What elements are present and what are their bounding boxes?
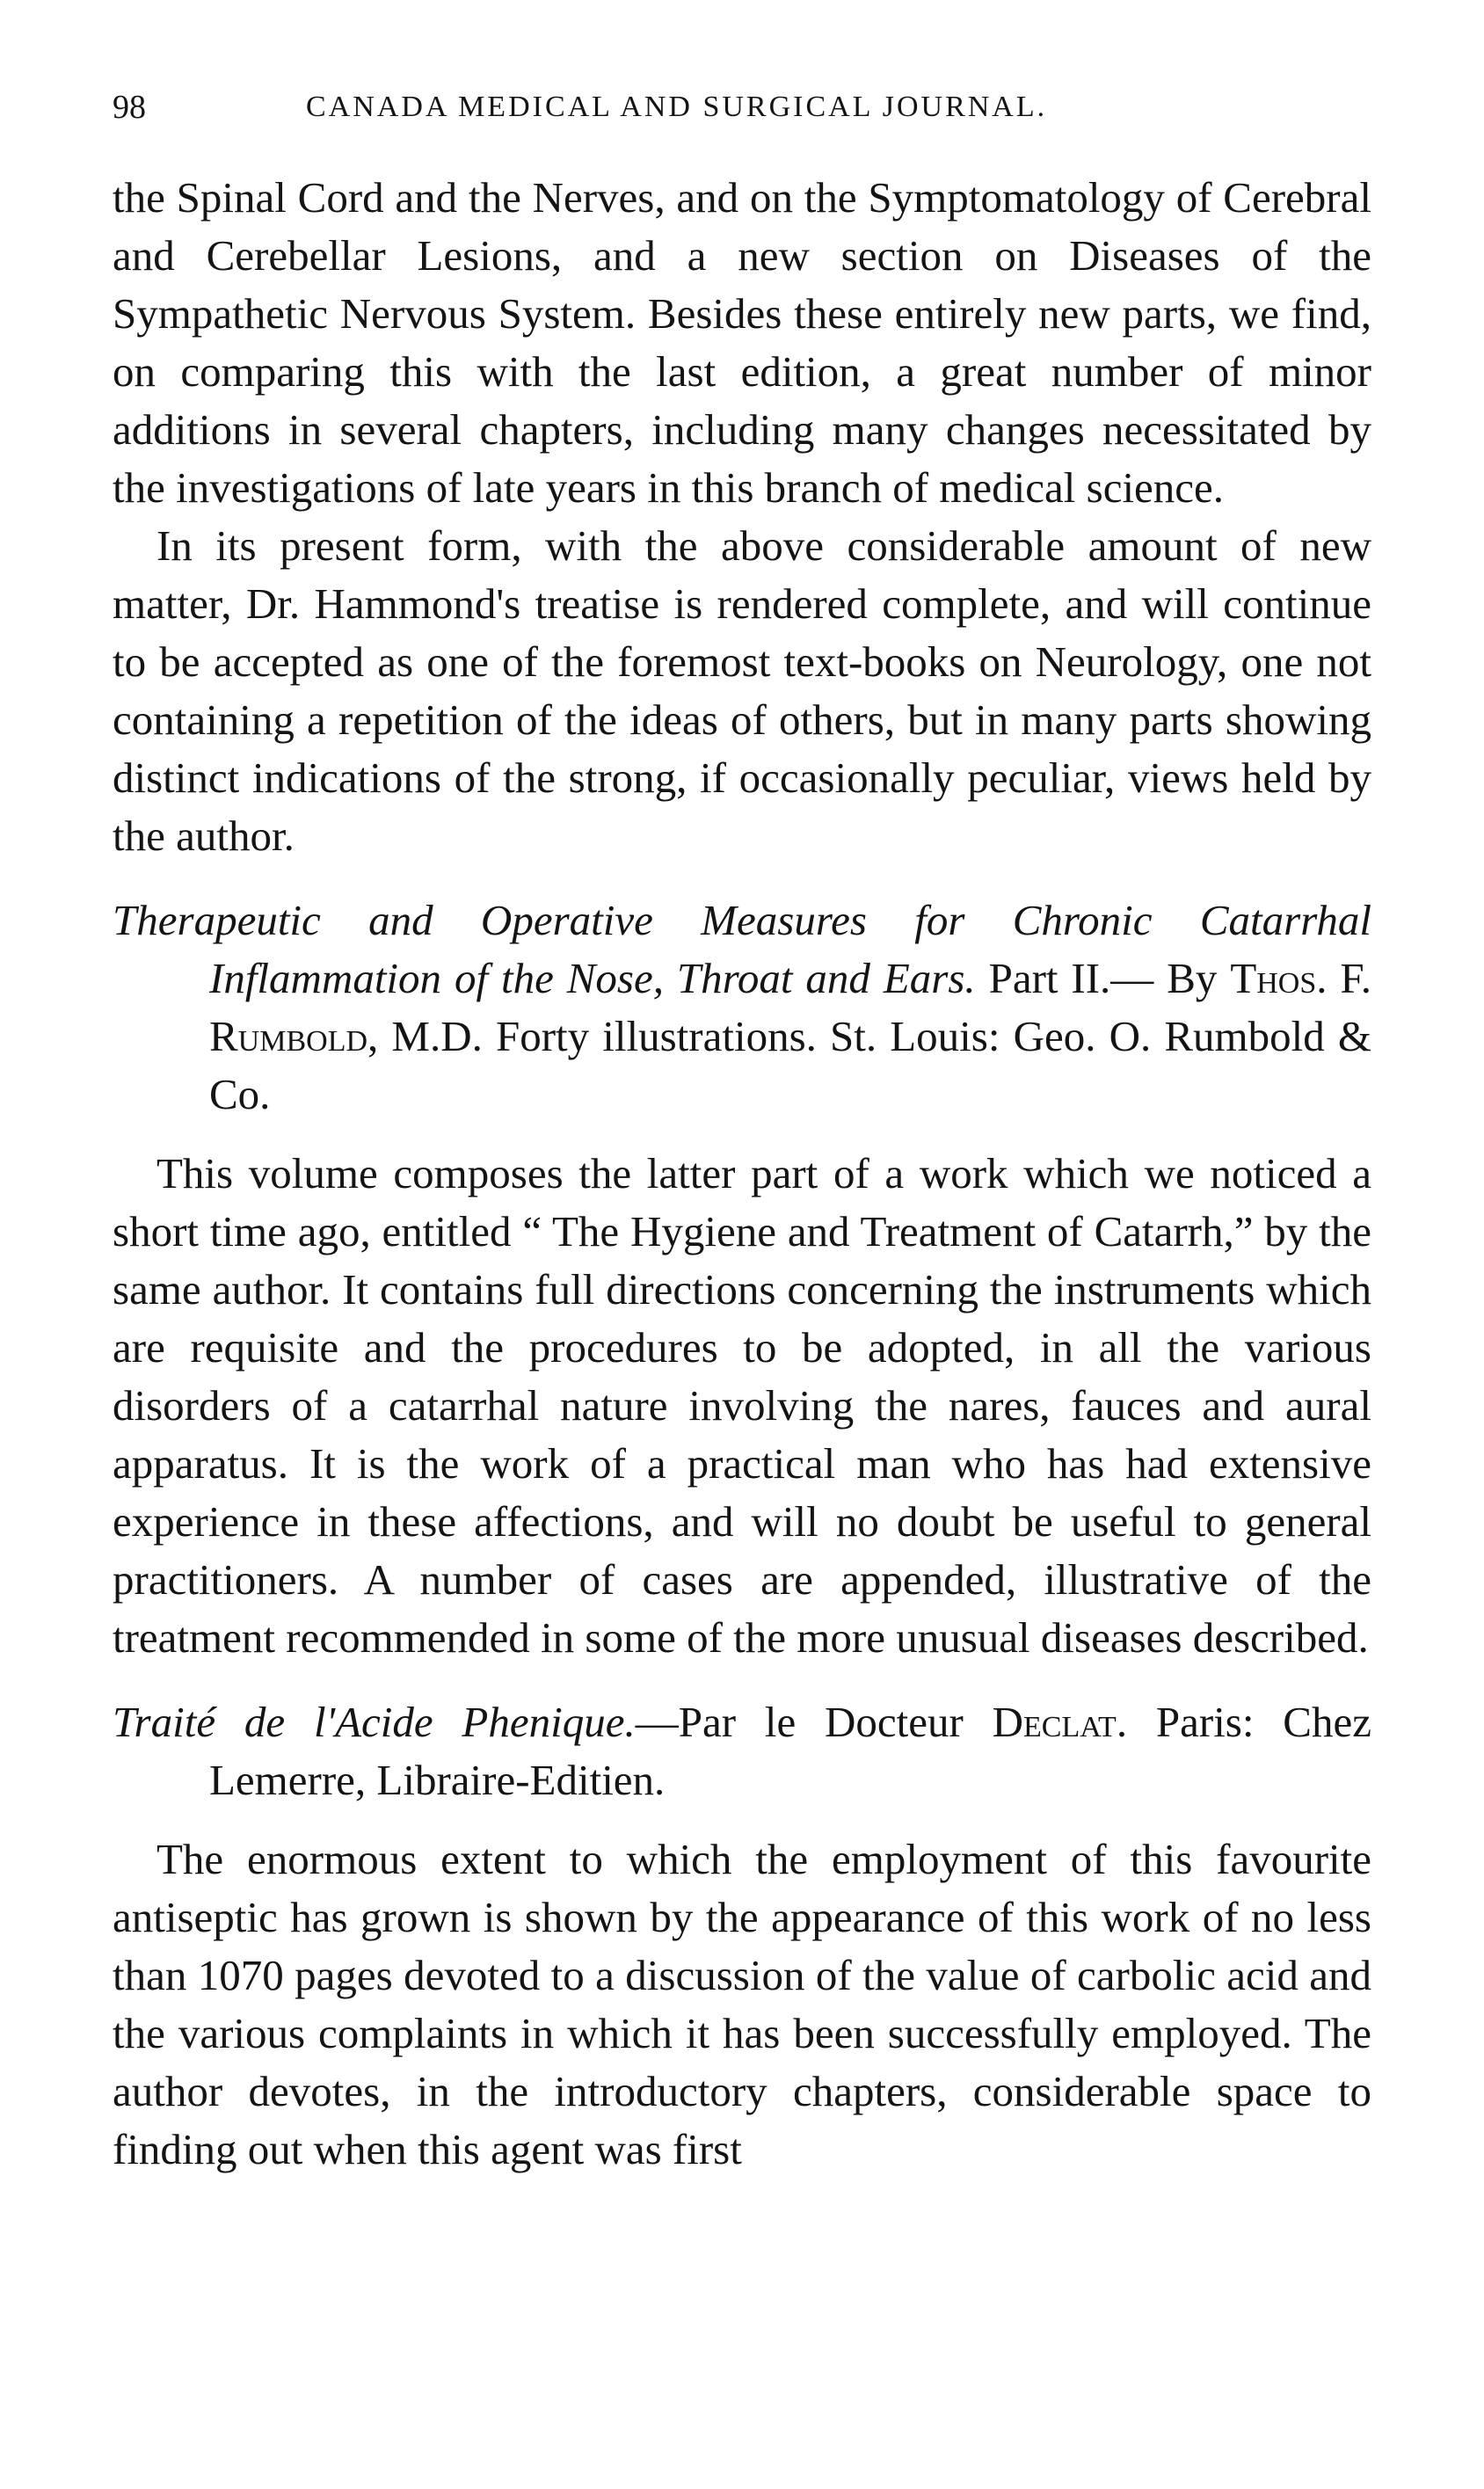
book-entry-therapeutic-measures xyxy=(113,892,1371,1124)
book-title: Traité de l'Acide Phenique. xyxy=(113,1698,636,1746)
book-author: Thos. F. Rumbold xyxy=(209,954,1371,1060)
paragraph-catarrh-review: This volume composes the latter part of a work which we noticed a short time ago, entitled “ The Hygiene and Treatment of Catarrh,” by the same author. It contains full directions concerning the instruments which are requisite and the procedures to be adopted, in all the various disorders of a catarrhal nature involving the nares, fauces and aural apparatus. It is the work of a practical man who has had extensive experience in these affections, and will no doubt be useful to general practitioners. A number of cases are appended, illustrative of the treatment recommended in some of the more unusual diseases described. xyxy=(113,1149,1371,1662)
running-head xyxy=(113,81,1371,134)
journal-title: CANADA MEDICAL AND SURGICAL JOURNAL. xyxy=(306,91,1048,123)
book-author: Declat xyxy=(992,1698,1117,1746)
page-number: 98 xyxy=(113,89,146,126)
book-entry-acide-phenique xyxy=(113,1693,1371,1809)
book-title: Therapeutic and Operative Measures for Chronic Catarrhal Inflammation of the Nose, Throat and Ears. xyxy=(113,896,1371,1002)
paragraph-neurology-conclusion: In its present form, with the above considerable amount of new matter, Dr. Hammond's treatise is rendered complete, and will continue to be accepted as one of the foremost text-books on Neurology, one not containing a repetition of the ideas of others, but in many parts showing distinct indications of the strong, if occasionally peculiar, views held by the author. xyxy=(113,521,1371,860)
book-part: Part II.— By xyxy=(975,954,1231,1002)
book-publication-details: . Paris: Chez Lemerre, Libraire-Editien. xyxy=(209,1698,1371,1804)
book-author-prefix: —Par le Docteur xyxy=(635,1698,993,1746)
paragraph-neurology-continued: the Spinal Cord and the Nerves, and on the Symptomatology of Cerebral and Cerebellar Lesions, and a new section on Diseases of the Sympathetic Nervous System. Besides these entirely new parts, we find, on comparing this with the last edition, a great number of minor additions in several chapters, including many changes necessitated by the investigations of late years in this branch of medical science. xyxy=(113,173,1371,512)
page-content xyxy=(113,169,1371,2179)
paragraph-carbolic-acid-review: The enormous extent to which the employment of this favourite antiseptic has grown is shown by the appearance of this work of no less than 1070 pages devoted to a discussion of the value of carbolic acid and the various complaints in which it has been successfully employed. The author devotes, in the introductory chapters, considerable space to finding out when this agent was first xyxy=(113,1835,1371,2173)
journal-page xyxy=(113,81,1371,2179)
book-publication-details: , M.D. Forty illustrations. St. Louis: Geo. O. Rumbold & Co. xyxy=(209,1012,1371,1118)
